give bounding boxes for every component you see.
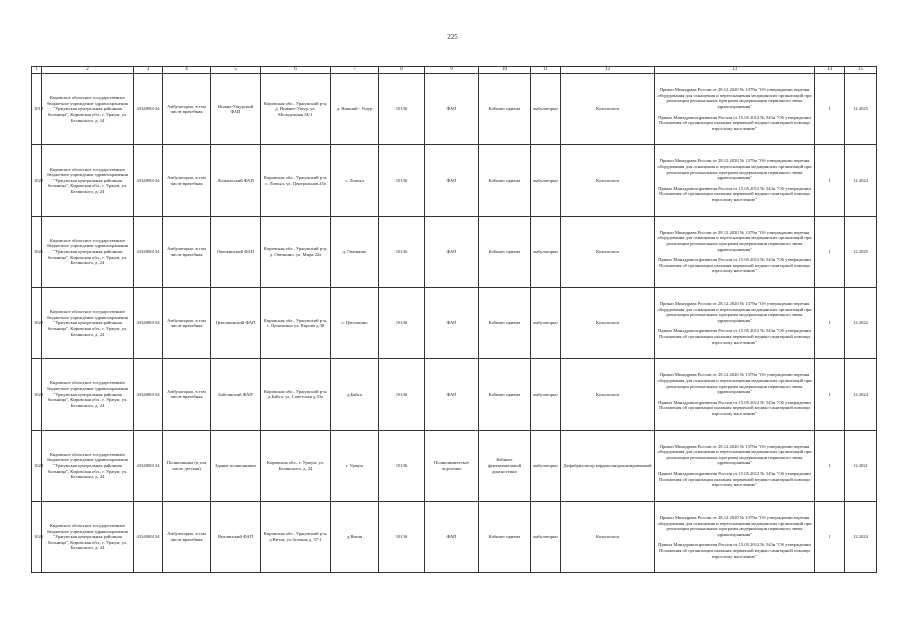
deadline-cell: 12.2025 [845, 216, 877, 287]
inn-cell: 4334000134 [134, 145, 163, 216]
care-type-cell: Поликлиника (в том числе детская) [163, 430, 211, 501]
quantity-cell: 1 [815, 145, 845, 216]
table-row [32, 501, 877, 572]
order-543n-text: Приказ Минздравсоцразвития России от 15.05.2012 № 543н "Об утверждении Положения об организации оказания первичной медико-санитарной помощи взрослому населению" [658, 114, 811, 131]
column-number-header: 5 [211, 67, 261, 74]
column-number-header: 10 [479, 67, 531, 74]
conditions-cell: амбулаторно [531, 216, 561, 287]
table-row [32, 287, 877, 358]
row-number-cell: 1019 [32, 74, 42, 145]
regulatory-orders-cell [655, 501, 815, 572]
inn-cell: 4334000134 [134, 430, 163, 501]
room-cell: Кабинет приема [479, 501, 531, 572]
regulatory-orders-cell [655, 359, 815, 430]
regulatory-orders-cell [655, 287, 815, 358]
order-1379n-text: Приказ Минздрава России от 28.12.2020 № 1379н "Об утверждении перечня оборудования для оснащения и переоснащения медицинских организаций при реализации региональных программ модернизации первичного звена здравоохранения" [657, 229, 812, 252]
code-cell: 10136 [379, 501, 425, 572]
table-row [32, 145, 877, 216]
unit-name-cell: Витлинский ФАП [211, 501, 261, 572]
conditions-cell: амбулаторно [531, 287, 561, 358]
quantity-cell: 1 [815, 74, 845, 145]
table-row [32, 430, 877, 501]
equipment-cell: Дефибриллятор кардиосинхронизированный [561, 430, 655, 501]
organization-cell: Кировское областное государственное бюджетное учреждение здравоохранения "Уржумская центральная районная больница", Кировская обл., г. Уржум, ул. Белинского, д. 24 [42, 74, 134, 145]
room-cell: Кабинет функциональной диагностики [479, 430, 531, 501]
table-row [32, 74, 877, 145]
code-cell: 10136 [379, 216, 425, 287]
column-number-header: 13 [655, 67, 815, 74]
regulatory-orders-cell [655, 74, 815, 145]
column-number-header: 1 [32, 67, 42, 74]
regulatory-orders-cell [655, 216, 815, 287]
inn-cell: 4334000134 [134, 501, 163, 572]
room-cell: Кабинет приема [479, 74, 531, 145]
quantity-cell: 1 [815, 216, 845, 287]
inn-cell: 4334000134 [134, 216, 163, 287]
code-cell: 10136 [379, 287, 425, 358]
deadline-cell: 12.2021 [845, 430, 877, 501]
table-row [32, 216, 877, 287]
code-cell: 10136 [379, 359, 425, 430]
equipment-registry-table [31, 66, 877, 573]
order-543n-text: Приказ Минздравсоцразвития России от 15.05.2012 № 543н "Об утверждении Положения об организации оказания первичной медико-санитарной помощи взрослому населению" [658, 185, 811, 203]
inn-cell: 4334000134 [134, 287, 163, 358]
deadline-cell: 12.2025 [845, 74, 877, 145]
unit-address-cell: Кировская обл., Уржумский р-н, д.Байса, ул. Советская д.33а [261, 359, 331, 430]
order-543n-text: Приказ Минздравсоцразвития России от 15.05.2012 № 543н "Об утверждении Положения об организации оказания первичной медико-санитарной помощи взрослому населению" [658, 542, 811, 559]
quantity-cell: 1 [815, 501, 845, 572]
equipment-cell: Кольпоскоп [561, 287, 655, 358]
column-number-header: 3 [134, 67, 163, 74]
column-number-header: 7 [331, 67, 379, 74]
code-cell: 10136 [379, 145, 425, 216]
row-number-cell: 1023 [32, 359, 42, 430]
row-number-cell: 1021 [32, 216, 42, 287]
care-type-cell: Амбулаторно, в том числе врачебная [163, 287, 211, 358]
locality-cell: д. Овечкино [331, 216, 379, 287]
unit-name-cell: Нижне-Ушурский ФАП [211, 74, 261, 145]
care-type-cell: Амбулаторно, в том числе врачебная [163, 74, 211, 145]
deadline-cell: 12.2024 [845, 501, 877, 572]
deadline-cell: 12.2024 [845, 145, 877, 216]
organization-cell: Кировское областное государственное бюджетное учреждение здравоохранения "Уржумская центральная районная больница", Кировская обл., г. Уржум, ул. Белинского, д. 24 [42, 145, 134, 216]
quantity-cell: 1 [815, 430, 845, 501]
unit-name-cell: Байсинский ФАП [211, 359, 261, 430]
room-cell: Кабинет приема [479, 359, 531, 430]
locality-cell: с. Лопьял [331, 145, 379, 216]
conditions-cell: амбулаторно [531, 430, 561, 501]
department-cell: ФАП [425, 287, 479, 358]
inn-cell: 4334000134 [134, 74, 163, 145]
unit-address-cell: Кировская обл., Уржумский р-н, д. Овечкино, ул. Мира 22а [261, 216, 331, 287]
equipment-cell: Кольпоскоп [561, 359, 655, 430]
column-number-header: 15 [845, 67, 877, 74]
organization-cell: Кировское областное государственное бюджетное учреждение здравоохранения "Уржумская центральная районная больница", Кировская обл., г. Уржум, ул. Белинского, д. 24 [42, 359, 134, 430]
locality-cell: д. Нижний - Ушур [331, 74, 379, 145]
order-1379n-text: Приказ Минздрава России от 28.12.2020 № 1379н "Об утверждении перечня оборудования для оснащения и переоснащения медицинских организаций при реализации региональных программ модернизации первичного звена здравоохранения" [657, 301, 812, 323]
room-cell: Кабинет приема [479, 287, 531, 358]
regulatory-orders-cell [655, 430, 815, 501]
regulatory-orders-cell [655, 145, 815, 216]
organization-cell: Кировское областное государственное бюджетное учреждение здравоохранения "Уржумская центральная районная больница", Кировская обл., г. Уржум, ул. Белинского, д. 24 [42, 501, 134, 572]
order-543n-text: Приказ Минздравсоцразвития России от 15.05.2012 № 543н "Об утверждении Положения об организации оказания первичной медико-санитарной помощи взрослому населению" [658, 399, 811, 416]
department-cell: ФАП [425, 359, 479, 430]
unit-address-cell: Кировская обл., Уржумский р-н, д.Витля, ул.Зеленая д. 37-1 [261, 501, 331, 572]
locality-cell: г. Уржум [331, 430, 379, 501]
room-cell: Кабинет приема [479, 216, 531, 287]
deadline-cell: 12.2022 [845, 287, 877, 358]
unit-name-cell: Овечкинский ФАП [211, 216, 261, 287]
column-number-header: 4 [163, 67, 211, 74]
order-1379n-text: Приказ Минздрава России от 28.12.2020 № 1379н "Об утверждении перечня оборудования для оснащения и переоснащения медицинских организаций при реализации региональных программ модернизации первичного звена здравоохранения" [657, 158, 812, 181]
page-number: 225 [447, 33, 458, 41]
room-cell: Кабинет приема [479, 145, 531, 216]
equipment-cell: Кольпоскоп [561, 145, 655, 216]
quantity-cell: 1 [815, 359, 845, 430]
order-543n-text: Приказ Минздравсоцразвития России от 15.05.2012 № 543н "Об утверждении Положения об организации оказания первичной медико-санитарной помощи взрослому населению" [658, 257, 811, 274]
care-type-cell: Амбулаторно, в том числе врачебная [163, 501, 211, 572]
locality-cell: д.Байса [331, 359, 379, 430]
order-1379n-text: Приказ Минздрава России от 28.12.2020 № 1379н "Об утверждении перечня оборудования для оснащения и переоснащения медицинских организаций при реализации региональных программ модернизации первичного звена здравоохранения" [657, 372, 812, 395]
deadline-cell: 12.2024 [845, 359, 877, 430]
equipment-cell: Кольпоскоп [561, 216, 655, 287]
organization-cell: Кировское областное государственное бюджетное учреждение здравоохранения "Уржумская центральная районная больница", Кировская обл., г. Уржум, ул. Белинского, д. 24 [42, 287, 134, 358]
unit-address-cell: Кировская обл., Уржумский р-н, с. Цепочкино ул. Кирова д.38 [261, 287, 331, 358]
conditions-cell: амбулаторно [531, 145, 561, 216]
column-number-header: 14 [815, 67, 845, 74]
column-number-header: 12 [561, 67, 655, 74]
order-1379n-text: Приказ Минздрава России от 28.12.2020 № 1379н "Об утверждении перечня оборудования для оснащения и переоснащения медицинских организаций при реализации региональных программ модернизации первичного звена здравоохранения" [657, 443, 812, 466]
unit-address-cell: Кировская обл., Уржумский р-н, д. Нижнее-Ушур, ул. Молодежная 3Б-1 [261, 74, 331, 145]
code-cell: 10136 [379, 74, 425, 145]
conditions-cell: амбулаторно [531, 501, 561, 572]
column-number-header-row [32, 67, 877, 74]
locality-cell: д.Витля [331, 501, 379, 572]
quantity-cell: 1 [815, 287, 845, 358]
inn-cell: 4334000134 [134, 359, 163, 430]
equipment-cell: Кольпоскоп [561, 74, 655, 145]
column-number-header: 11 [531, 67, 561, 74]
equipment-cell: Кольпоскоп [561, 501, 655, 572]
organization-cell: Кировское областное государственное бюджетное учреждение здравоохранения "Уржумская центральная районная больница", Кировская обл., г. Уржум, ул. Белинского, д. 24 [42, 216, 134, 287]
unit-name-cell: Лопьяльский ФАП [211, 145, 261, 216]
conditions-cell: амбулаторно [531, 359, 561, 430]
unit-address-cell: Кировская обл., г. Уржум, ул. Белинского, д. 24 [261, 430, 331, 501]
code-cell: 10136 [379, 430, 425, 501]
conditions-cell: амбулаторно [531, 74, 561, 145]
row-number-cell: 1025 [32, 501, 42, 572]
unit-name-cell: Здание поликлиники [211, 430, 261, 501]
table-row [32, 359, 877, 430]
department-cell: ФАП [425, 145, 479, 216]
order-543n-text: Приказ Минздравсоцразвития России от 15.05.2012 № 543н "Об утверждении Положения об организации оказания первичной медико-санитарной помощи взрослому населению" [658, 471, 811, 488]
order-1379n-text: Приказ Минздрава России от 28.12.2020 № 1379н "Об утверждении перечня оборудования для оснащения и переоснащения медицинских организаций при реализации региональных программ модернизации первичного звена здравоохранения" [657, 514, 812, 537]
care-type-cell: Амбулаторно, в том числе врачебная [163, 216, 211, 287]
care-type-cell: Амбулаторно, в том числе врачебная [163, 359, 211, 430]
row-number-cell: 1020 [32, 145, 42, 216]
care-type-cell: Амбулаторно, в том числе врачебная [163, 145, 211, 216]
column-number-header: 9 [425, 67, 479, 74]
department-cell: ФАП [425, 74, 479, 145]
row-number-cell: 1022 [32, 287, 42, 358]
order-543n-text: Приказ Минздравсоцразвития России от 15.05.2012 № 543н "Об утверждении Положения об организации оказания первичной медико-санитарной помощи взрослому населению" [658, 328, 811, 345]
column-number-header: 2 [42, 67, 134, 74]
row-number-cell: 1024 [32, 430, 42, 501]
column-number-header: 8 [379, 67, 425, 74]
department-cell: ФАП [425, 501, 479, 572]
department-cell: Поликлиническое отделение [425, 430, 479, 501]
column-number-header: 6 [261, 67, 331, 74]
unit-name-cell: Цепочкинский ФАП [211, 287, 261, 358]
locality-cell: с. Цепочкино [331, 287, 379, 358]
unit-address-cell: Кировская обл., Уржумский р-н, с. Лопьял, ул. Центральная 25а [261, 145, 331, 216]
department-cell: ФАП [425, 216, 479, 287]
organization-cell: Кировское областное государственное бюджетное учреждение здравоохранения "Уржумская центральная районная больница", Кировская обл., г. Уржум, ул. Белинского, д. 24 [42, 430, 134, 501]
order-1379n-text: Приказ Минздрава России от 28.12.2020 № 1379н "Об утверждении перечня оборудования для оснащения и переоснащения медицинских организаций при реализации региональных программ модернизации первичного звена здравоохранения" [657, 87, 812, 109]
